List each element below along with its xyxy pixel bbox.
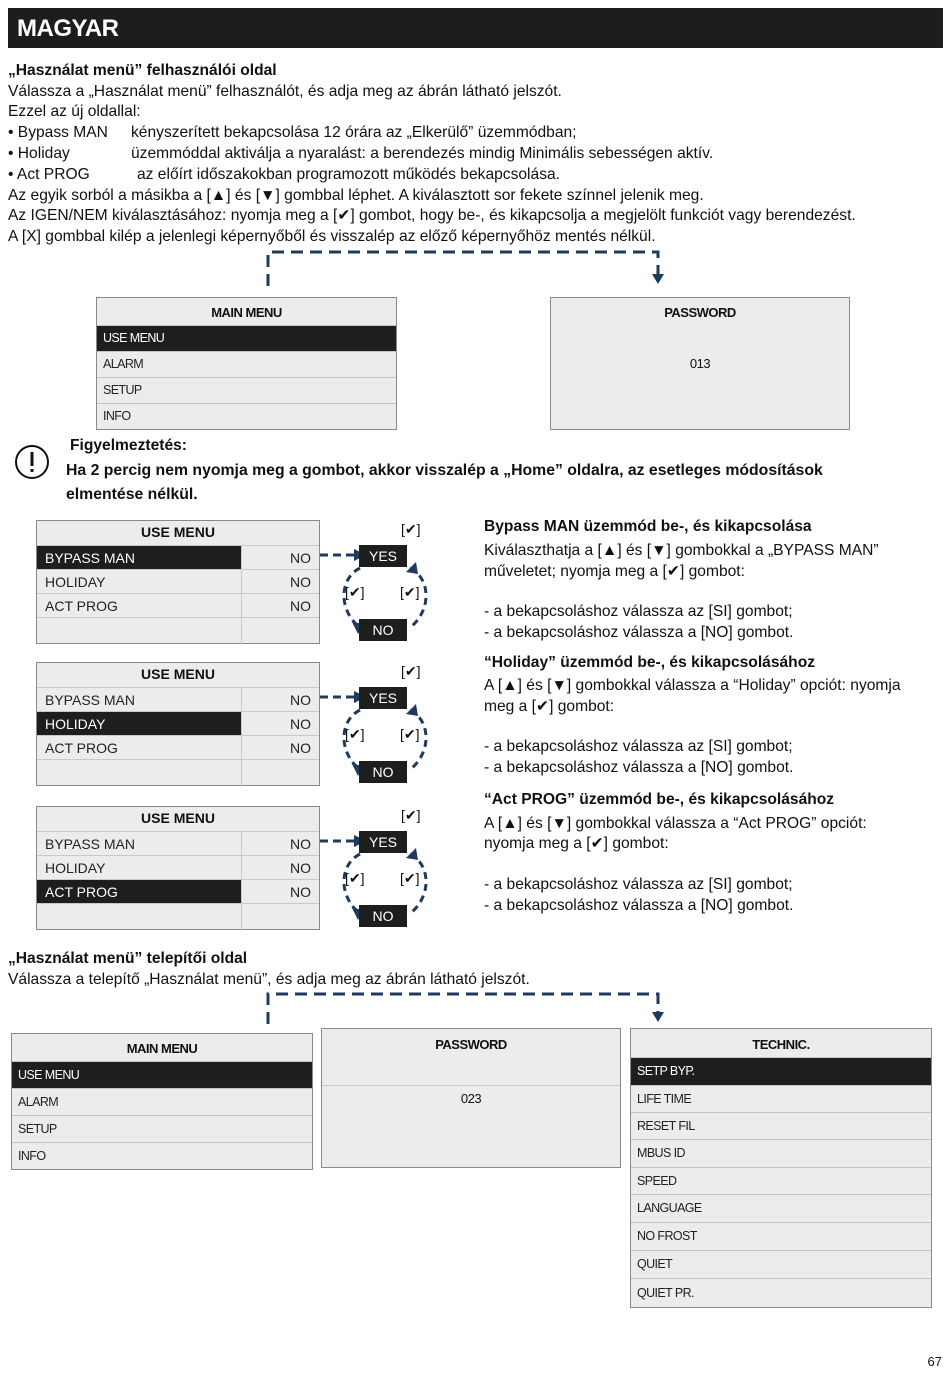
header-title: MAGYAR xyxy=(17,15,119,42)
bullet-text: üzemmóddal aktiválja a nyaralást: a berendezés mindig Minimális sebességen aktív. xyxy=(131,145,714,162)
desc-heading: “Holiday” üzemmód be-, és kikapcsolásához xyxy=(484,654,816,671)
desc-option: - a bekapcsoláshoz válassza az [SI] gombot; xyxy=(484,603,793,620)
exclamation-circle-icon xyxy=(14,444,50,480)
main-menu-screen xyxy=(96,297,397,430)
menu-item[interactable]: USE MENU xyxy=(12,1061,312,1088)
password-screen xyxy=(550,297,850,430)
use-menu-value[interactable]: NO xyxy=(241,711,319,735)
use-menu-row[interactable]: BYPASS MAN xyxy=(37,687,241,711)
technic-item[interactable]: QUIET PR. xyxy=(631,1278,931,1307)
technic-item[interactable]: LANGUAGE xyxy=(631,1194,931,1222)
use-menu-value[interactable]: NO xyxy=(241,687,319,711)
use-menu-value[interactable]: NO xyxy=(241,593,319,617)
check-key-label: [✔] xyxy=(400,726,420,742)
technic-item[interactable]: SPEED xyxy=(631,1167,931,1194)
bullet-text: kényszerített bekapcsolása 12 órára az „Elkerülő” üzemmódban; xyxy=(131,124,577,141)
technic-menu-screen xyxy=(630,1028,932,1308)
use-menu-row[interactable]: BYPASS MAN xyxy=(37,831,241,855)
desc-line: A [▲] és [▼] gombokkal válassza a “Act PROG” opciót: xyxy=(484,815,867,832)
yes-button[interactable]: YES xyxy=(359,545,407,567)
technic-item[interactable]: SETP BYP. xyxy=(631,1057,931,1085)
desc-option: - a bekapcsoláshoz válassza a [NO] gombot. xyxy=(484,759,794,776)
technic-item[interactable]: LIFE TIME xyxy=(631,1085,931,1112)
yes-button[interactable]: YES xyxy=(359,687,407,709)
warning-text: elmentése nélkül. xyxy=(66,486,198,503)
check-key-label: [✔] xyxy=(345,870,365,886)
use-menu-value[interactable]: NO xyxy=(241,735,319,759)
menu-item[interactable]: INFO xyxy=(12,1142,312,1169)
yes-button[interactable]: YES xyxy=(359,831,407,853)
use-menu-value[interactable]: NO xyxy=(241,569,319,593)
password-value[interactable]: 013 xyxy=(689,356,711,371)
section1-line: Válassza a „Használat menü” felhasználót, és adja meg az ábrán látható jelszót. xyxy=(8,83,562,100)
desc-line: Kiválaszthatja a [▲] és [▼] gombokkal a „BYPASS MAN” xyxy=(484,542,879,559)
desc-option: - a bekapcsoláshoz válassza a [NO] gombot. xyxy=(484,624,794,641)
desc-option: - a bekapcsoláshoz válassza az [SI] gombot; xyxy=(484,738,793,755)
check-key-label: [✔] xyxy=(345,726,365,742)
section1-after: Az IGEN/NEM kiválasztásához: nyomja meg a [✔] gombot, hogy be-, és kikapcsolja a megjelölt funkciót vagy berendezést. xyxy=(8,207,856,224)
desc-heading: Bypass MAN üzemmód be-, és kikapcsolása xyxy=(484,518,812,535)
technic-item[interactable]: QUIET xyxy=(631,1250,931,1278)
screen-title: MAIN MENU xyxy=(126,1041,198,1056)
use-menu-screen xyxy=(36,662,320,786)
menu-item[interactable]: SETUP xyxy=(97,377,396,403)
screen-title: USE MENU xyxy=(141,810,215,826)
section1-after: A [X] gombbal kilép a jelenlegi képernyőből és visszalép az előző képernyőhöz mentés nélkül. xyxy=(8,228,656,245)
check-key-label: [✔] xyxy=(400,584,420,600)
menu-item[interactable]: ALARM xyxy=(97,351,396,377)
use-menu-empty-row xyxy=(37,903,319,929)
section1-after: Az egyik sorból a másikba a [▲] és [▼] gombbal léphet. A kiválasztott sor fekete színnel jelenik meg. xyxy=(8,187,704,204)
screen-title: MAIN MENU xyxy=(211,305,282,320)
technic-item[interactable]: MBUS ID xyxy=(631,1139,931,1167)
flow-arrow-icon xyxy=(260,988,670,1026)
no-button[interactable]: NO xyxy=(359,761,407,783)
check-key-label: [✔] xyxy=(401,807,421,823)
screen-title: PASSWORD xyxy=(435,1037,507,1052)
warning-title: Figyelmeztetés: xyxy=(70,437,187,454)
use-menu-row[interactable]: BYPASS MAN xyxy=(37,545,241,569)
section2-line: Válassza a telepítő „Használat menü”, és adja meg az ábrán látható jelszót. xyxy=(8,971,530,988)
check-key-label: [✔] xyxy=(401,663,421,679)
menu-item[interactable]: INFO xyxy=(97,403,396,429)
use-menu-screen xyxy=(36,520,320,644)
page-number: 67 xyxy=(927,1354,942,1369)
technic-item[interactable]: RESET FIL xyxy=(631,1112,931,1139)
screen-title: TECHNIC. xyxy=(752,1037,810,1052)
no-button[interactable]: NO xyxy=(359,905,407,927)
use-menu-value[interactable]: NO xyxy=(241,545,319,569)
use-menu-empty-row xyxy=(37,759,319,785)
use-menu-value[interactable]: NO xyxy=(241,831,319,855)
menu-item[interactable]: ALARM xyxy=(12,1088,312,1115)
section1-line: Ezzel az új oldallal: xyxy=(8,103,141,120)
screen-title: USE MENU xyxy=(141,666,215,682)
section2-heading: „Használat menü” telepítői oldal xyxy=(8,950,248,967)
screen-title: USE MENU xyxy=(141,524,215,540)
bullet-term: • Holiday xyxy=(8,145,70,162)
use-menu-empty-row xyxy=(37,617,319,643)
menu-item[interactable]: SETUP xyxy=(12,1115,312,1142)
password-value[interactable]: 023 xyxy=(460,1091,482,1106)
menu-item[interactable]: USE MENU xyxy=(97,325,396,351)
use-menu-value[interactable]: NO xyxy=(241,879,319,903)
use-menu-row[interactable]: HOLIDAY xyxy=(37,569,241,593)
section1-heading: „Használat menü” felhasználói oldal xyxy=(8,62,277,79)
desc-line: műveletet; nyomja meg a [✔] gombot: xyxy=(484,563,745,580)
desc-option: - a bekapcsoláshoz válassza a [NO] gombot. xyxy=(484,897,794,914)
language-header xyxy=(8,8,943,48)
flow-arrow-icon xyxy=(260,246,670,288)
check-key-label: [✔] xyxy=(345,584,365,600)
password-screen xyxy=(321,1028,621,1168)
no-button[interactable]: NO xyxy=(359,619,407,641)
desc-option: - a bekapcsoláshoz válassza az [SI] gombot; xyxy=(484,876,793,893)
desc-heading: “Act PROG” üzemmód be-, és kikapcsolásához xyxy=(484,791,835,808)
use-menu-value[interactable]: NO xyxy=(241,855,319,879)
use-menu-screen xyxy=(36,806,320,930)
use-menu-row[interactable]: HOLIDAY xyxy=(37,855,241,879)
technic-item[interactable]: NO FROST xyxy=(631,1222,931,1250)
desc-line: A [▲] és [▼] gombokkal válassza a “Holiday” opciót: nyomja xyxy=(484,677,901,694)
use-menu-row[interactable]: ACT PROG xyxy=(37,879,241,903)
screen-title: PASSWORD xyxy=(664,305,736,320)
bullet-term: • Bypass MAN xyxy=(8,124,108,141)
desc-line: nyomja meg a [✔] gombot: xyxy=(484,835,669,852)
use-menu-row[interactable]: HOLIDAY xyxy=(37,711,241,735)
bullet-text: az előírt időszakokban programozott működés bekapcsolása. xyxy=(137,166,560,183)
check-key-label: [✔] xyxy=(401,521,421,537)
desc-line: meg a [✔] gombot: xyxy=(484,698,615,715)
bullet-term: • Act PROG xyxy=(8,166,90,183)
check-key-label: [✔] xyxy=(400,870,420,886)
main-menu-screen xyxy=(11,1033,313,1170)
warning-text: Ha 2 percig nem nyomja meg a gombot, akkor visszalép a „Home” oldalra, az esetleges módosítások xyxy=(66,462,823,479)
use-menu-row[interactable]: ACT PROG xyxy=(37,735,241,759)
use-menu-row[interactable]: ACT PROG xyxy=(37,593,241,617)
